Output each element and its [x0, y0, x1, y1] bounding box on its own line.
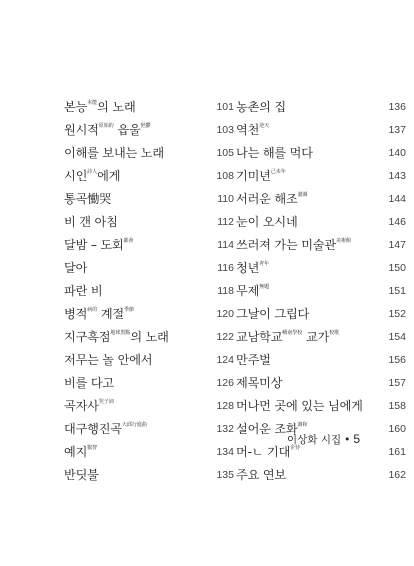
toc-title-text: 만주벌: [236, 353, 271, 367]
toc-entry: [236, 210, 406, 233]
toc-title-text: 읍울: [113, 123, 141, 137]
toc-entry: [236, 394, 406, 417]
toc-title-text: 서러운 해조: [236, 192, 298, 206]
toc-title-text: 달아: [64, 261, 88, 275]
toc-title-text: 통곡慟哭: [64, 192, 112, 206]
toc-page-number: 162: [388, 468, 406, 481]
toc-page-number: 143: [388, 169, 406, 182]
toc-page-number: 122: [216, 330, 234, 343]
toc-title-text: 원시적: [64, 123, 99, 137]
toc-title-text: 나는 해를 먹다: [236, 146, 313, 160]
toc-hanja-annotation: 己未年: [270, 169, 286, 175]
toc-entry: [236, 348, 406, 371]
toc-page-number: 150: [388, 261, 406, 274]
toc-entry: [236, 279, 406, 302]
toc-entry: [64, 348, 234, 371]
toc-entry: [64, 279, 234, 302]
toc-entry: [236, 233, 406, 256]
toc-hanja-annotation: 病的: [87, 307, 98, 313]
toc-entry-title: [236, 98, 286, 115]
footer-book-title: 이상화 시집: [287, 434, 342, 446]
toc-entry-title: [236, 351, 271, 368]
toc-title-text: 눈이 오시네: [236, 215, 298, 229]
toc-entry: [64, 256, 234, 279]
toc-page-number: 114: [217, 238, 234, 251]
toc-entry: [236, 141, 406, 164]
toc-title-text: 파란 비: [64, 284, 103, 298]
toc-title-text: 그날이 그립다: [236, 307, 310, 321]
toc-title-text: 반딧불: [64, 468, 99, 482]
toc-hanja-annotation: 嶠南學校: [282, 330, 303, 336]
toc-entry-title: [236, 144, 313, 161]
toc-entry-title: [236, 282, 269, 299]
toc-hanja-annotation: 無題: [259, 284, 270, 290]
toc-page-number: 108: [216, 169, 234, 182]
toc-title-text: 설어운 조화: [236, 422, 298, 436]
toc-page-number: 120: [216, 307, 234, 320]
toc-title-text: 병적: [64, 307, 88, 321]
toc-entry-title: [236, 190, 308, 207]
toc-title-text: 교남학교: [236, 330, 283, 344]
toc-page-number: 157: [388, 376, 406, 389]
toc-page-number: 110: [217, 192, 234, 205]
toc-entry-title: [64, 213, 118, 230]
toc-entry: [64, 95, 234, 118]
toc-entry-title: [236, 466, 286, 483]
toc-entry: [64, 417, 234, 440]
toc-entry: [64, 210, 234, 233]
toc-entry: [236, 187, 406, 210]
toc-page-number: 103: [216, 123, 234, 136]
toc-title-text: 시인: [64, 169, 88, 183]
toc-title-text: 기미년: [236, 169, 271, 183]
toc-entry: [236, 371, 406, 394]
toc-page-number: 160: [388, 422, 406, 435]
toc-entry-title: [236, 121, 269, 138]
toc-right-column: [236, 95, 406, 486]
toc-page-number: 124: [216, 353, 234, 366]
toc-title-text: 비 갠 아침: [64, 215, 118, 229]
toc-page-number: 126: [216, 376, 234, 389]
toc-left-column: [64, 95, 234, 486]
toc-entry-title: [236, 259, 269, 276]
toc-page-number: 128: [216, 399, 234, 412]
toc-entry-title: [64, 305, 134, 322]
toc-page-number: 132: [216, 422, 234, 435]
toc-entry-title: [236, 213, 298, 230]
toc-title-text: 역천: [236, 123, 260, 137]
toc-entry: [64, 371, 234, 394]
toc-entry-title: [236, 236, 351, 253]
toc-title-text: 계절: [97, 307, 124, 321]
toc-entry: [64, 463, 234, 486]
toc-entry: [236, 164, 406, 187]
toc-entry-title: [236, 305, 309, 322]
toc-title-text: 에게: [97, 169, 121, 183]
toc-page-number: 105: [216, 146, 234, 159]
toc-entry-title: [64, 259, 87, 276]
toc-page-number: 136: [388, 100, 406, 113]
toc-hanja-annotation: 季節: [124, 307, 135, 313]
page-footer: [287, 432, 360, 447]
toc-title-text: 비를 다고: [64, 376, 114, 390]
toc-entry-title: [64, 466, 99, 483]
toc-page-number: 135: [216, 468, 234, 481]
toc-title-text: 무제: [236, 284, 260, 298]
toc-page-number: 146: [388, 215, 406, 228]
toc-page-number: 156: [388, 353, 406, 366]
toc-hanja-annotation: 諧調: [297, 192, 308, 198]
toc-entry: [64, 302, 234, 325]
toc-entry-title: [64, 98, 136, 115]
toc-entry: [64, 233, 234, 256]
toc-entry-title: [64, 282, 102, 299]
toc-title-text: 예지: [64, 445, 88, 459]
toc-hanja-annotation: 靑年: [259, 261, 270, 267]
toc-title-text: 제목미상: [236, 376, 283, 390]
toc-entry-title: [64, 190, 111, 207]
toc-page-number: 154: [388, 330, 406, 343]
toc-page-number: 112: [217, 215, 234, 228]
toc-entry-title: [64, 167, 120, 184]
toc-hanja-annotation: 逆天: [259, 123, 270, 129]
toc-entry: [64, 325, 234, 348]
toc-page-number: 134: [216, 445, 234, 458]
toc-title-text: 대구행진곡: [64, 422, 122, 436]
footer-separator: •: [344, 434, 351, 446]
toc-entry: [64, 141, 234, 164]
toc-title-text: 달밤 – 도회: [64, 238, 124, 252]
toc-entry-title: [64, 443, 97, 460]
toc-page-number: 137: [388, 123, 406, 136]
toc-page-number: 118: [217, 284, 234, 297]
toc-hanja-annotation: 都會: [123, 238, 134, 244]
toc-hanja-annotation: 詩人: [87, 169, 98, 175]
toc-title-text: 교가: [302, 330, 330, 344]
toc-entry-title: [64, 121, 151, 138]
toc-title-text: 주요 연보: [236, 468, 286, 482]
toc-title-text: 지구흑점: [64, 330, 111, 344]
toc-hanja-annotation: 悒鬱: [140, 123, 151, 129]
toc-page-number: 147: [388, 238, 406, 251]
toc-entry-title: [64, 236, 134, 253]
toc-hanja-annotation: 調和: [297, 422, 308, 428]
toc-title-text: 이해를 보내는 노래: [64, 146, 164, 160]
toc-entry-title: [64, 397, 114, 414]
toc-page-number: 144: [388, 192, 406, 205]
toc-page-number: 161: [388, 445, 406, 458]
toc-entry-title: [64, 328, 169, 345]
toc-title-text: 머나먼 곳에 있는 님에게: [236, 399, 363, 413]
toc-title-text: 청년: [236, 261, 260, 275]
toc-entry-title: [64, 374, 114, 391]
toc-entry: [236, 118, 406, 141]
toc-title-text: 저무는 놀 안에서: [64, 353, 153, 367]
toc-page-number: 116: [217, 261, 234, 274]
toc-entry: [64, 118, 234, 141]
toc-hanja-annotation: 本能: [87, 100, 98, 106]
toc-title-text: 농촌의 집: [236, 100, 286, 114]
toc-hanja-annotation: 叡智: [87, 445, 98, 451]
toc-page-number: 101: [216, 100, 234, 113]
toc-title-text: 의 노래: [97, 100, 136, 114]
toc-entry: [236, 325, 406, 348]
toc-entry: [236, 256, 406, 279]
toc-page-number: 158: [388, 399, 406, 412]
toc-title-text: 머-ㄴ 기대: [236, 445, 291, 459]
toc-hanja-annotation: 地球黑點: [110, 330, 131, 336]
toc-entry: [64, 440, 234, 463]
toc-title-text: 쓰러져 가는 미술관: [236, 238, 336, 252]
toc-hanja-annotation: 校歌: [329, 330, 340, 336]
toc-entry: [64, 164, 234, 187]
toc-entry-title: [236, 397, 363, 414]
toc-entry: [64, 394, 234, 417]
toc-entry: [236, 302, 406, 325]
toc-entry: [236, 463, 406, 486]
toc-hanja-annotation: 美術館: [335, 238, 351, 244]
footer-page-number: 5: [353, 432, 360, 446]
toc-hanja-annotation: 大邱行進曲: [121, 422, 147, 428]
toc-entry-title: [64, 351, 152, 368]
toc-entry: [64, 187, 234, 210]
toc-hanja-annotation: 企待: [290, 445, 301, 451]
toc-entry-title: [64, 144, 164, 161]
toc-hanja-annotation: 哭子詞: [98, 399, 114, 405]
toc-page-number: 152: [388, 307, 406, 320]
toc-page-number: 151: [388, 284, 406, 297]
toc-entry: [236, 95, 406, 118]
toc-entry-title: [64, 420, 147, 437]
toc-title-text: 의 노래: [130, 330, 169, 344]
toc-title-text: 곡자사: [64, 399, 99, 413]
toc-page-number: 140: [388, 146, 406, 159]
toc-entry-title: [236, 328, 339, 345]
toc-entry-title: [236, 374, 282, 391]
toc-entry-title: [236, 167, 286, 184]
toc-title-text: 본능: [64, 100, 88, 114]
toc-hanja-annotation: 原始的: [98, 123, 114, 129]
